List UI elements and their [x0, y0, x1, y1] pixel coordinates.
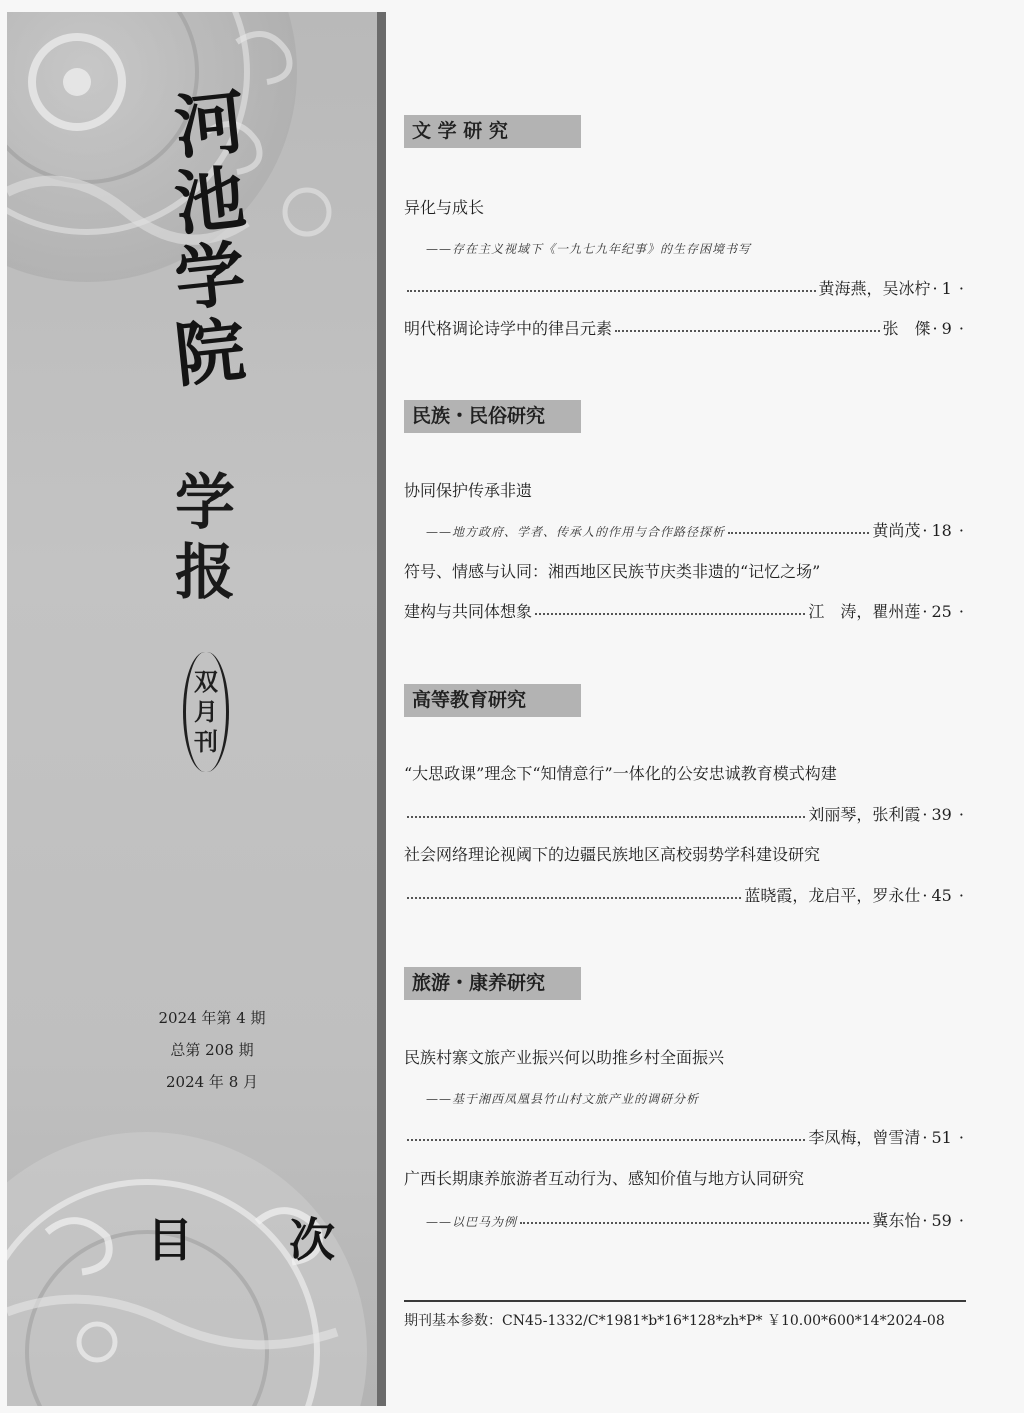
leader-dots	[535, 601, 805, 615]
frequency-char: 刊	[194, 727, 218, 756]
entry-title-continued: 建构与共同体想象	[404, 602, 533, 621]
issue-number: 2024 年第 4 期	[158, 1009, 266, 1027]
entry-subtitle: ——基于湘西凤凰县竹山村文旅产业的调研分析	[426, 1092, 700, 1106]
entry-page[interactable]: 51	[931, 1128, 952, 1147]
toc-entry-subtitle	[404, 235, 964, 261]
leader-dots	[407, 885, 741, 899]
entry-page[interactable]: 45	[931, 886, 952, 905]
entry-authors: 李凤梅，曾雪清	[808, 1128, 921, 1147]
toc-entry-byline: 黄海燕，吴冰柠 · 1 ·	[404, 276, 964, 302]
journal-title	[170, 79, 250, 398]
section-header-tourism-wellness: 旅游・康养研究	[404, 967, 581, 1000]
frequency-label	[183, 652, 229, 772]
entry-subtitle: ——地方政府、学者、传承人的作用与合作路径探析	[426, 525, 726, 539]
toc-entry-byline: 刘丽琴，张利霞 · 39 ·	[404, 802, 964, 828]
journal-parameters: 期刊基本参数：CN45-1332/C*1981*b*16*128*zh*P* ￥10.00*600*14*2024-08	[404, 1313, 945, 1329]
total-issue-number: 总第 208 期	[170, 1041, 254, 1059]
entry-subtitle: ——以巴马为例	[426, 1215, 518, 1229]
toc-entry-title[interactable]: 符号、情感与认同：湘西地区民族节庆类非遗的“记忆之场”	[404, 562, 821, 581]
entry-page[interactable]: 9	[941, 319, 952, 338]
leader-dots	[407, 278, 816, 292]
footer-divider	[404, 1300, 966, 1302]
entry-authors: 黄海燕，吴冰柠	[818, 279, 931, 298]
toc-entry[interactable]: 明代格调论诗学中的律吕元素 张 傑 · 9 ·	[404, 316, 964, 342]
cover-band	[7, 12, 377, 1406]
entry-subtitle: ——存在主义视域下《一九七九年纪事》的生存困境书写	[426, 242, 752, 256]
toc-entry-title[interactable]: 异化与成长	[404, 198, 485, 217]
entry-authors: 蓝晓霞，龙启平，罗永仕	[744, 886, 921, 905]
toc-entry-title[interactable]: “大思政课”理念下“知情意行”一体化的公安忠诚教育模式构建	[404, 764, 837, 783]
entry-authors: 张 傑	[882, 319, 931, 338]
toc-entry-byline: 蓝晓霞，龙启平，罗永仕 · 45 ·	[404, 883, 964, 909]
entry-page[interactable]: 39	[931, 805, 952, 824]
toc-entry-title[interactable]: 社会网络理论视阈下的边疆民族地区高校弱势学科建设研究	[404, 845, 821, 864]
issue-info	[137, 1002, 287, 1098]
issue-date: 2024 年 8 月	[165, 1073, 259, 1091]
leader-dots	[407, 1127, 805, 1141]
subtitle-char: 学	[175, 468, 235, 538]
toc-entry-subtitle	[404, 1085, 964, 1111]
toc-entry-title[interactable]: 广西长期康养旅游者互动行为、感知价值与地方认同研究	[404, 1169, 805, 1188]
toc-entry-title[interactable]: 协同保护传承非遗	[404, 481, 533, 500]
entry-authors: 江 涛，瞿州莲	[808, 602, 921, 621]
toc-entry-byline: ——以巴马为例 冀东怡 · 59 ·	[404, 1208, 964, 1234]
leader-dots	[728, 520, 869, 534]
entry-page[interactable]: 25	[931, 602, 952, 621]
toc-entry-byline: 李凤梅，曾雪清 · 51 ·	[404, 1125, 964, 1151]
frequency-char: 月	[194, 697, 218, 726]
toc-entry-byline: ——地方政府、学者、传承人的作用与合作路径探析 黄尚茂 · 18 ·	[404, 518, 964, 544]
title-char: 院	[170, 307, 250, 398]
section-header-ethnic-folk: 民族・民俗研究	[404, 400, 581, 433]
spine-divider	[377, 12, 386, 1406]
section-header-literature: 文 学 研 究	[404, 115, 581, 148]
title-char: 池	[170, 155, 250, 246]
title-char: 河	[170, 79, 250, 170]
entry-authors: 刘丽琴，张利霞	[808, 805, 921, 824]
leader-dots	[407, 804, 805, 818]
entry-authors: 冀东怡	[872, 1211, 921, 1230]
entry-page[interactable]: 18	[931, 521, 952, 540]
leader-dots	[520, 1210, 869, 1224]
section-header-higher-education: 高等教育研究	[404, 684, 581, 717]
entry-page[interactable]: 59	[931, 1211, 952, 1230]
subtitle-char: 报	[175, 538, 235, 608]
toc-entry-title[interactable]: 民族村寨文旅产业振兴何以助推乡村全面振兴	[404, 1048, 725, 1067]
entry-page[interactable]: 1	[941, 279, 952, 298]
leader-dots	[615, 318, 880, 332]
journal-subtitle	[175, 468, 235, 608]
contents-heading: 目 次	[147, 1213, 376, 1267]
toc-entry-byline: 建构与共同体想象 江 涛，瞿州莲 · 25 ·	[404, 599, 964, 625]
title-char: 学	[170, 231, 250, 322]
frequency-char: 双	[194, 667, 218, 696]
entry-title: 明代格调论诗学中的律吕元素	[404, 319, 613, 338]
entry-authors: 黄尚茂	[872, 521, 921, 540]
